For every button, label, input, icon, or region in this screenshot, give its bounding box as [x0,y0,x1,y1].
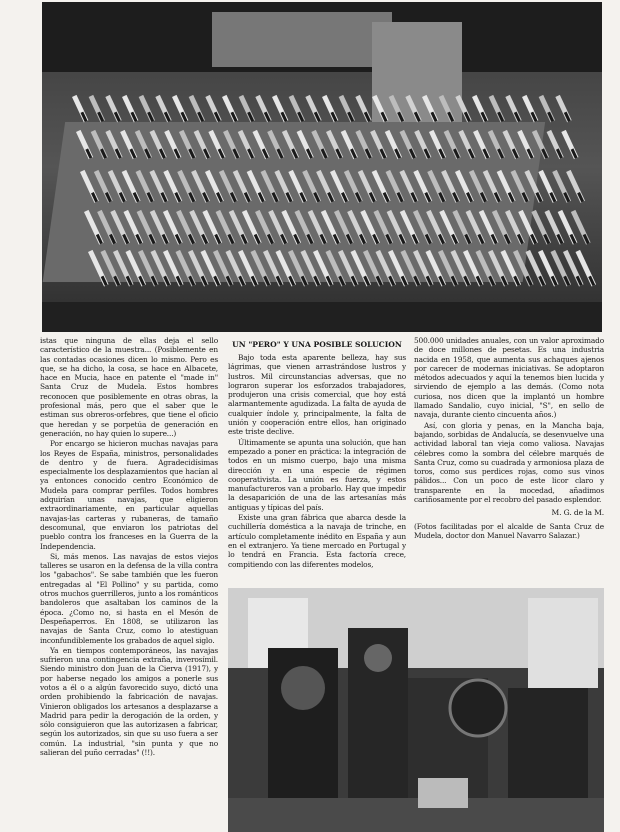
workshop-machinery-photo [228,588,604,832]
article-column-2 [228,336,406,584]
col1-paragraph-2: Por encargo se hicieron muchas navajas para los Reyes de España, ministros, personalidades de dentro y de fuera. Agradecidísimas especialmente los desplazamientos que hacían al ya entonces conocido centro Económico de Mudela para comprar perfiles. Todos hombres adquirían unas navajas, que eligieron extraordinariamente, en particular aquellas navajas-las carteras y rubaneras, de tamaño descomunal, que enviaron los patriotas del pueblo contra los franceses en la Guerra de la Independencia. [40,439,218,551]
section-headline: UN "PERO" Y UNA POSIBLE SOLUCION [232,340,402,349]
article-column-3 [414,336,604,584]
col3-paragraph-1: 500.000 unidades anuales, con un valor aproximado de doce millones de pesetas. Es una industria nacida en 1958, que aumenta sus achaques ajenos por carecer de modernas iniciativas. Se adoptaron métodos adecuados y aquí la tenemos bien lucida y sirviendo de ejemplo a las demás. (Como nota curiosa, nos dicen que la implantó un hombre llamado Sandalio, cuyo inicial, "S", en sello de navaja, durante ciento cincuenta años.) [414,336,604,420]
col2-paragraph-1: Bajo toda esta aparente belleza, hay sus lágrimas, que vienen arrastrándose lustros y lustros. Mil circunstancias adversas, que no lograron superar los esforzados trabajadores, produjeron una crisis comercial, que hoy está alarmantemente agudizada. La falta de ayuda de cualquier índole y, principalmente, la falta de unión y cooperación entre ellos, han originado este triste declive. [228,353,406,437]
article-column-1 [40,336,218,832]
col1-paragraph-3: Si, más menos. Las navajas de estos viejos talleres se usaron en la defensa de la villa contra los "gabachos". Se sabe también que les fueron entregadas al "El Pollino" y su partida, como otros muchos guerrilleros, junto a los románticos bandoleros que asaltaban los caminos de la época. ¿Como no, si hasta en el Mesón de Despeñaperros. En 1808, se utilizaron las navajas de Santa Cruz, como lo atestiguan inconfundiblemente los grabados de aquel siglo. [40,551,218,645]
author-signature: M. G. de la M. [551,508,604,518]
col3-paragraph-2: Así, con gloria y penas, en la Mancha baja, bajando, sorbidas de Andalucía, se desenvuelve una actividad laboral tan vieja como valiosa. Navajas célebres como la sombra del célebre marqués de Santa Cruz, como su cuadrada y armoniosa plaza de toros, como sus perdices rojas, como sus vinos pálidos... Con un poco de este licor claro y transparente en la mocedad, añadimos cariñosamente por el recobro del pasado esplendor. [414,420,604,505]
col1-paragraph-1: istas que ninguna de ellas deja el sello característico de la muestra... (Posiblemente en las contadas ocasiones dicen lo mismo. Pero es que, se ha dicho, la cosa, se hace en Albacete, hace en Mucia, hace en patente el "made in" Santa Cruz de Mudela. Estos hombres reconocen que posiblemente en otras obras, la profesional más, pero que el saber que le estiman sus obreros-orfebres, que tiene el oficio que heredan y se porpetúa de generación en generación, no hay quien lo supere...) [40,336,218,438]
knives-display-photo [42,2,602,332]
col2-paragraph-2: Últimamente se apunta una solución, que han empezado a poner en práctica: la integración de todos en un mismo cuerpo, bajo una misma dirección y en una especie de régimen cooperativista. La unión es fuerza, y estos manufactureros van a probarlo. Hay que impedir la desaparición de una de las artesanías más antiguas y típicas del país. [228,437,406,512]
photo-credit-caption: (Fotos facilitadas por el alcalde de Santa Cruz de Mudela, doctor don Manuel Navarro Salazar.) [414,521,604,540]
workshop-machinery-photo-drawing [228,588,604,832]
col1-paragraph-4: Ya en tiempos contemporáneos, las navajas sufrieron una contingencia extraña, inverosímil. Siendo ministro don Juan de la Cierva (1917), y por haberse negado los amigos a ponerle sus votos a él o a algún favorecido suyo, dictó una orden prohibiendo la fabricación de navajas. Vinieron obligados los artesanos a desplazarse a Madrid para pedir la derogación de la orden, y sólo consiguieron que las autorizasen a fabricar, según los autorizados, sin que su uso fuera a ser común. La industrial, "sin punta y que no salieran del puño cerradas" (!!). [40,645,218,758]
knives-display-photo-drawing [42,2,602,332]
col2-paragraph-3: Existe una gran fábrica que abarca desde la cuchillería doméstica a la navaja de trinche, en artículo completamente inédito en España y aun en el extranjero. Ya tiene mercado en Portugal y lo tendrá en Francia. Esta factoría crece, compitiendo con las diferentes modelos, [228,513,406,569]
